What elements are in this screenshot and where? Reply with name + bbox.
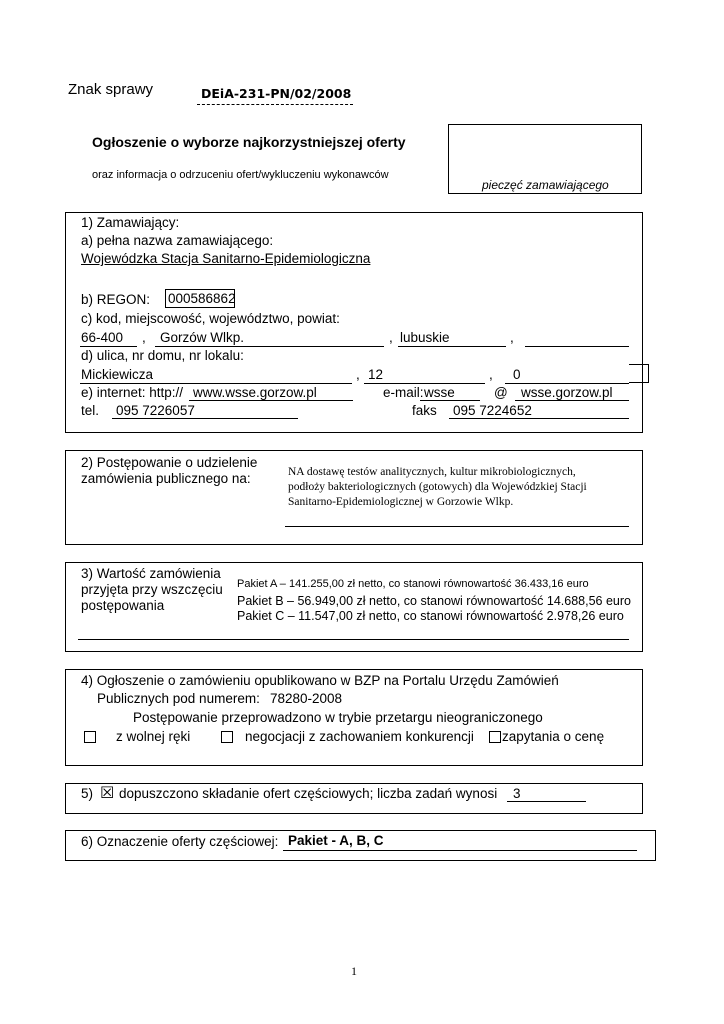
s1-fax-label: faks [412,403,437,418]
s1-regon-value: 000586862 [168,291,236,306]
s2-text-line-3: Sanitarno-Epidemiologicznej w Gorzowie Wlkp. [288,496,514,508]
s1-flat-number[interactable]: 0 [513,367,521,382]
s4-option-negotiation-checkbox[interactable] [221,731,233,743]
s6-label: 6) Oznaczenie oferty częściowej: [81,834,279,849]
s1-comma-2: , [389,330,393,345]
s1-tel-label: tel. [81,403,100,418]
s1-house-number[interactable]: 12 [368,367,384,382]
s4-bzp-number: 78280-2008 [270,691,343,706]
s1-regon-field[interactable] [165,289,235,308]
s1-tel[interactable]: 095 7226057 [116,403,195,418]
s1-internet[interactable]: www.wsse.gorzow.pl [193,385,317,400]
s1-district-line[interactable] [525,346,629,347]
page-subtitle: oraz informacja o odrzuceniu ofert/wykluczeniu wykonawców [92,169,389,181]
s1-voivodeship-line [398,346,506,347]
s4-line-1: 4) Ogłoszenie o zamówieniu opublikowano w BZP na Portalu Urzędu Zamówień [81,673,559,688]
stamp-label: pieczęć zamawiającego [482,178,609,192]
s2-text-line-2: podłoży bakteriologicznych (gotowych) dla Wojewódzkiej Stacji [288,481,587,493]
s3-pakiet-a: Pakiet A – 141.255,00 zł netto, co stanowi równowartość 36.433,16 euro [237,578,589,590]
s1-regon-label: b) REGON: [81,292,151,307]
s1-fax[interactable]: 095 7224652 [453,403,532,418]
s1-orderer-name[interactable]: Wojewódzka Stacja Sanitarno-Epidemiologiczna [81,251,371,266]
s1-comma-1: , [142,330,146,345]
s5-label: dopuszczono składanie ofert częściowych; liczba zadań wynosi [119,786,498,801]
s1-email-user-line [420,400,480,401]
s1-street[interactable]: Mickiewicza [81,367,154,382]
s1-flat-box-edge [629,364,649,383]
s1-street-label: d) ulica, nr domu, nr lokalu: [81,348,244,363]
s4-line-3: Postępowanie przeprowadzono w trybie przetargu nieograniczonego [133,710,543,725]
s1-email-user[interactable]: wsse [424,385,455,400]
s3-label-line-3: postępowania [81,598,165,613]
s3-label-line-2: przyjęta przy wszczęciu [81,582,223,597]
s1-internet-label: e) internet: http:// [81,385,184,400]
s1-name-label: a) pełna nazwa zamawiającego: [81,233,274,248]
s2-label-line-1: 2) Postępowanie o udzielenie [81,455,258,470]
s5-checked-checkbox[interactable]: ☒ [100,783,115,802]
s1-email-at: @ [494,385,508,400]
s5-task-count[interactable]: 3 [513,786,521,801]
s3-label-line-1: 3) Wartość zamówienia [81,566,221,581]
s1-flat-line [505,383,629,384]
s1-street-line [80,383,352,384]
page-number: 1 [351,964,357,978]
s1-postal-code[interactable]: 66-400 [81,330,124,345]
s1-heading: 1) Zamawiający: [81,215,180,230]
s4-option-free-hand-checkbox[interactable] [84,731,96,743]
s1-voivodeship[interactable]: lubuskie [400,330,450,345]
s4-option-negotiation-label: negocjacji z zachowaniem konkurencji [245,729,474,744]
s1-comma-4: , [356,367,360,382]
s1-email-domain-line [515,400,629,401]
page-title: Ogłoszenie o wyborze najkorzystniejszej oferty [92,134,406,150]
s1-city[interactable]: Gorzów Wlkp. [160,330,245,345]
s1-house-line [364,383,485,384]
s2-underline [285,526,629,527]
s1-address-label: c) kod, miejscowość, województwo, powiat: [81,311,340,326]
case-number-value: DEiA-231-PN/02/2008 [201,86,352,101]
s4-option-free-hand-label: z wolnej ręki [116,729,191,744]
stamp-box [448,124,642,194]
s5-task-count-line [507,801,586,802]
s3-pakiet-c: Pakiet C – 11.547,00 zł netto, co stanowi równowartość 2.978,26 euro [237,609,624,623]
s1-fax-line [449,418,629,419]
s1-comma-3: , [510,330,514,345]
s1-city-line [155,346,384,347]
s1-internet-line [189,400,353,401]
s1-tel-line [112,418,298,419]
case-number-label: Znak sprawy [68,81,154,98]
s3-underline [78,639,629,640]
s6-value[interactable]: Pakiet - A, B, C [288,833,384,848]
s2-text-line-1: NA dostawę testów analitycznych, kultur mikrobiologicznych, [288,466,576,478]
s1-email-label: e-mail: [383,385,424,400]
case-number-underline [197,104,353,105]
s4-line-2-label: Publicznych pod numerem: [97,691,260,706]
s2-label-line-2: zamówienia publicznego na: [81,471,251,486]
s1-email-domain[interactable]: wsse.gorzow.pl [521,385,613,400]
s3-pakiet-b: Pakiet B – 56.949,00 zł netto, co stanowi równowartość 14.688,56 euro [237,594,631,608]
s4-option-price-inquiry-checkbox[interactable] [489,731,501,743]
s1-postal-code-line [80,346,137,347]
s1-comma-5: , [489,367,493,382]
s4-option-price-inquiry-label: zapytania o cenę [502,729,605,744]
s5-number: 5) [81,786,94,801]
s6-value-line [283,850,637,851]
